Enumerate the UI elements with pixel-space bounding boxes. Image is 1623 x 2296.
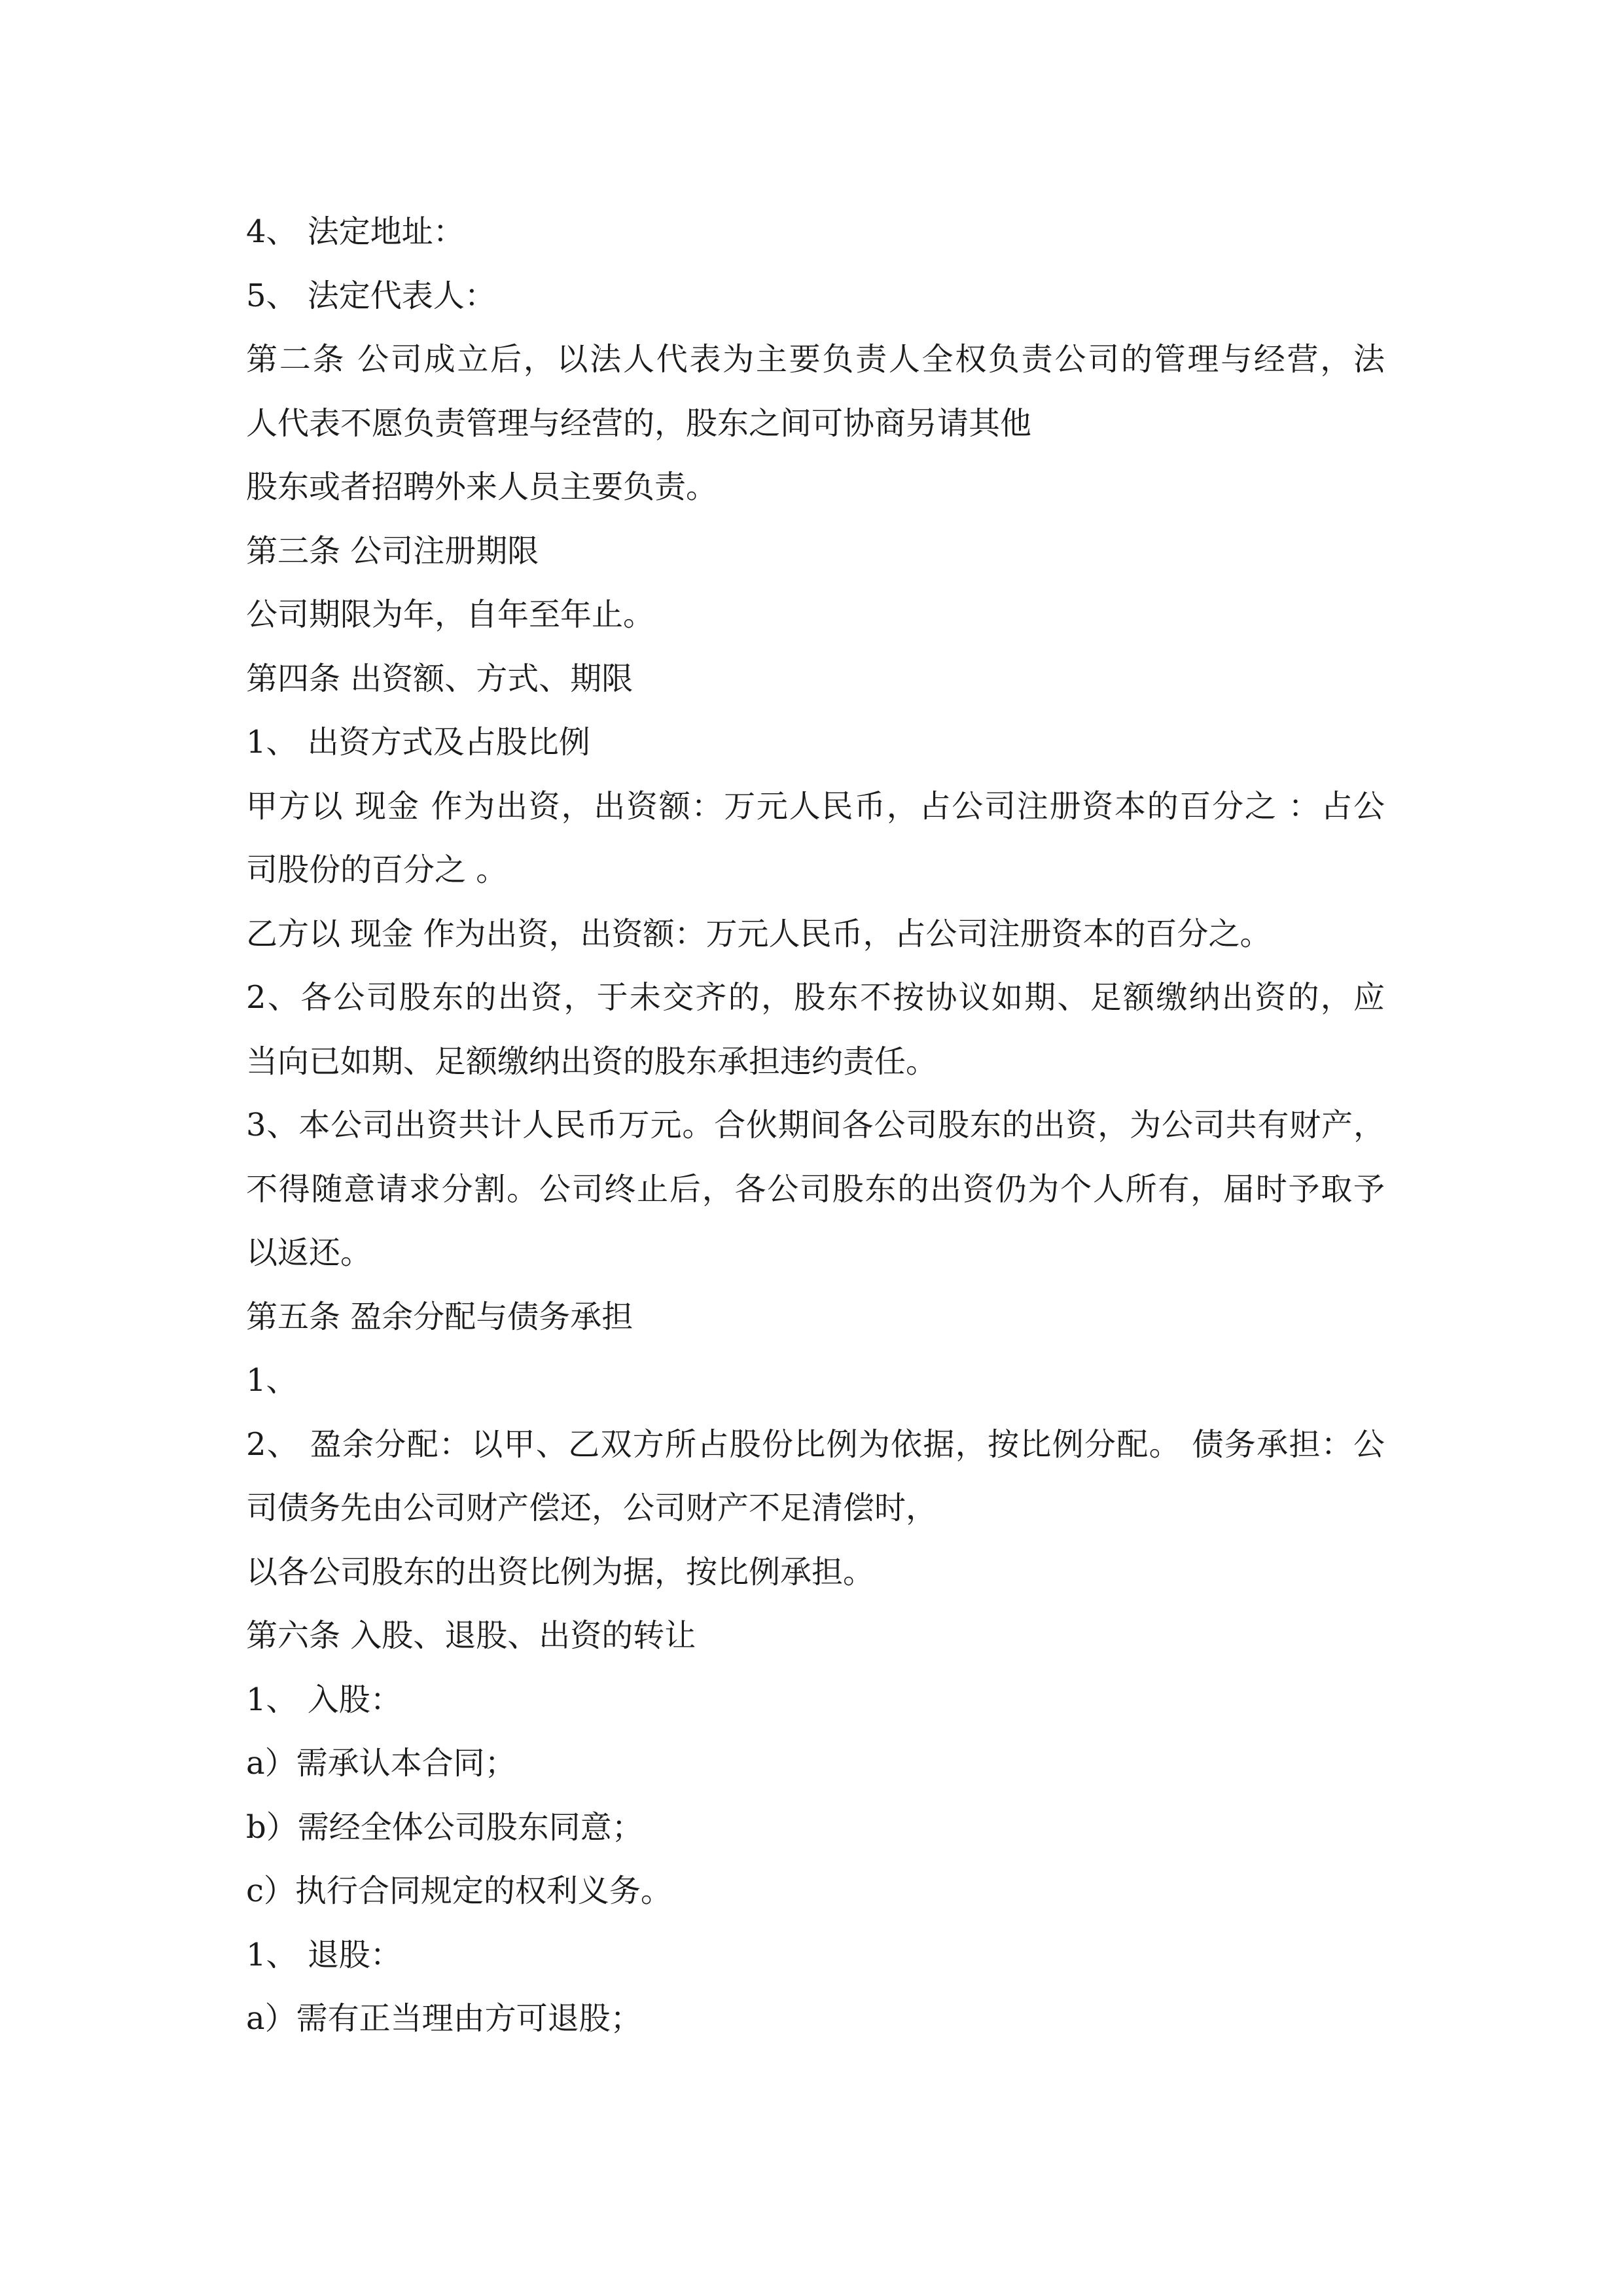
article-4-heading: 第四条 出资额、方式、期限 bbox=[246, 660, 633, 697]
party-a-contribution-line-2: 司股份的百分之 。 bbox=[246, 852, 508, 888]
article-4-item-2-line-2: 当向已如期、足额缴纳出资的股东承担违约责任。 bbox=[246, 1043, 938, 1080]
article-3-heading: 第三条 公司注册期限 bbox=[246, 532, 539, 569]
article-4-item-3-line-2: 不得随意请求分割。公司终止后，各公司股东的出资仍为个人所有，届时予取予 bbox=[246, 1170, 1385, 1208]
article-5-item-2-line-2: 司债务先由公司财产偿还，公司财产不足清偿时， bbox=[246, 1490, 938, 1526]
article-5-heading: 第五条 盈余分配与债务承担 bbox=[246, 1298, 633, 1335]
article-4-item-3-line-1: 3、本公司出资共计人民币万元。合伙期间各公司股东的出资，为公司共有财产， bbox=[246, 1107, 1385, 1143]
clause-5-representative: 5、 法定代表人： bbox=[246, 277, 496, 314]
article-3-line-1: 公司期限为年，自年至年止。 bbox=[246, 596, 655, 633]
article-4-item-2-line-1: 2、各公司股东的出资，于未交齐的，股东不按协议如期、足额缴纳出资的，应 bbox=[246, 979, 1385, 1016]
party-b-contribution: 乙方以 现金 作为出资，出资额：万元人民币，占公司注册资本的百分之。 bbox=[246, 915, 1272, 952]
article-2-line-3: 股东或者招聘外来人员主要负责。 bbox=[246, 469, 718, 505]
article-2-line-1: 第二条 公司成立后，以法人代表为主要负责人全权负责公司的管理与经营，法 bbox=[246, 341, 1385, 378]
clause-4-address: 4、 法定地址： bbox=[246, 213, 465, 250]
article-6-heading: 第六条 入股、退股、出资的转让 bbox=[246, 1617, 696, 1654]
join-condition-b: b）需经全体公司股东同意； bbox=[246, 1808, 643, 1846]
article-2-line-2: 人代表不愿负责管理与经营的，股东之间可协商另请其他 bbox=[246, 404, 1032, 442]
join-condition-a: a）需承认本合同； bbox=[246, 1745, 516, 1782]
document-body bbox=[246, 200, 1385, 2051]
party-a-contribution-line-1: 甲方以 现金 作为出资，出资额：万元人民币，占公司注册资本的百分之 ：占公 bbox=[246, 787, 1385, 825]
article-5-item-1: 1、 bbox=[246, 1362, 298, 1399]
join-condition-c: c）执行合同规定的权利义务。 bbox=[246, 1873, 672, 1909]
withdraw-condition-a: a）需有正当理由方可退股； bbox=[246, 2000, 642, 2037]
article-4-item-3-line-3: 以返还。 bbox=[246, 1234, 372, 1271]
article-5-item-2-line-1: 2、 盈余分配：以甲、乙双方所占股份比例为依据，按比例分配。 债务承担：公 bbox=[246, 1426, 1385, 1463]
article-6-join-heading: 1、 入股： bbox=[246, 1681, 402, 1718]
article-5-item-2-line-3: 以各公司股东的出资比例为据，按比例承担。 bbox=[246, 1553, 875, 1590]
article-4-item-1-heading: 1、 出资方式及占股比例 bbox=[246, 724, 590, 761]
article-6-withdraw-heading: 1、 退股： bbox=[246, 1936, 402, 1973]
